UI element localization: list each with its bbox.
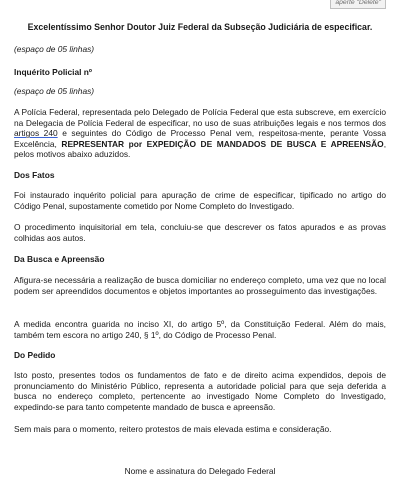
busca-paragraph-2: A medida encontra guarida no inciso XI, do artigo 5º, da Constituição Federal. Além do mais, também tem escora no artigo 240, § 1º, do Código de Processo Penal. (14, 319, 386, 340)
pedido-paragraph-1: Isto posto, presentes todos os fundamentos de fato e de direito acima expendidos, depois de pronunciamento do Ministério Público, representa a autoridade policial para que seja deferida a busca no endereço completo, pertencente ao investigado Nome Completo do Investigado, expedindo-se para tanto competente mandado de busca e apreensão. (14, 370, 386, 412)
intro-article-link[interactable]: artigos 240 (14, 128, 58, 139)
inquerito-label: Inquérito Policial nº (14, 67, 92, 77)
section-heading-fatos: Dos Fatos (14, 170, 55, 180)
section-heading-pedido: Do Pedido (14, 350, 56, 360)
spacing-note-2: (espaço de 05 linhas) (14, 86, 95, 96)
spacing-note-1: (espaço de 05 linhas) (14, 44, 95, 54)
signature-line: Nome e assinatura do Delegado Federal (124, 466, 276, 476)
intro-request-bold: REPRESENTAR por EXPEDIÇÃO DE MANDADOS DE BUSCA E APREENSÃO (61, 138, 384, 149)
busca-paragraph-1: Afigura-se necessária a realização de busca domiciliar no endereço completo, uma vez que no local podem ser apreendidos documentos e objetos importantes ao prosseguimento das investigações. (14, 275, 386, 296)
pedido-paragraph-2: Sem mais para o momento, reitero protestos de mais elevada estima e consideração. (14, 424, 332, 434)
intro-text-2: e seguintes do Código de Processo Penal vem, respeitosa-mente, perante Vossa Excelência, (14, 128, 386, 149)
fatos-paragraph-1: Foi instaurado inquérito policial para apuração de crime de especificar, tipificado no artigo do Código Penal, supostamente cometido por Nome Completo do Investigado. (14, 190, 386, 211)
intro-paragraph (14, 107, 386, 160)
section-heading-busca: Da Busca e Apreensão (14, 254, 105, 264)
intro-text-3: , pelos motivos abaixo aduzidos. (14, 138, 387, 160)
document-title: Excelentíssimo Senhor Doutor Juiz Federal da Subseção Judiciária de especificar. (27, 22, 373, 32)
delete-hint-bubble: aperte "Delete" (330, 0, 386, 9)
fatos-paragraph-2: O procedimento inquisitorial em tela, concluiu-se que descrever os fatos apurados e as provas colhidas aos autos. (14, 222, 386, 243)
intro-text-1: A Polícia Federal, representada pelo Delegado de Polícia Federal que esta subscreve, em exercício na Delegacia de Polícia Federal de especificar, no uso de suas atribuições legais e nos termos dos (14, 107, 386, 128)
